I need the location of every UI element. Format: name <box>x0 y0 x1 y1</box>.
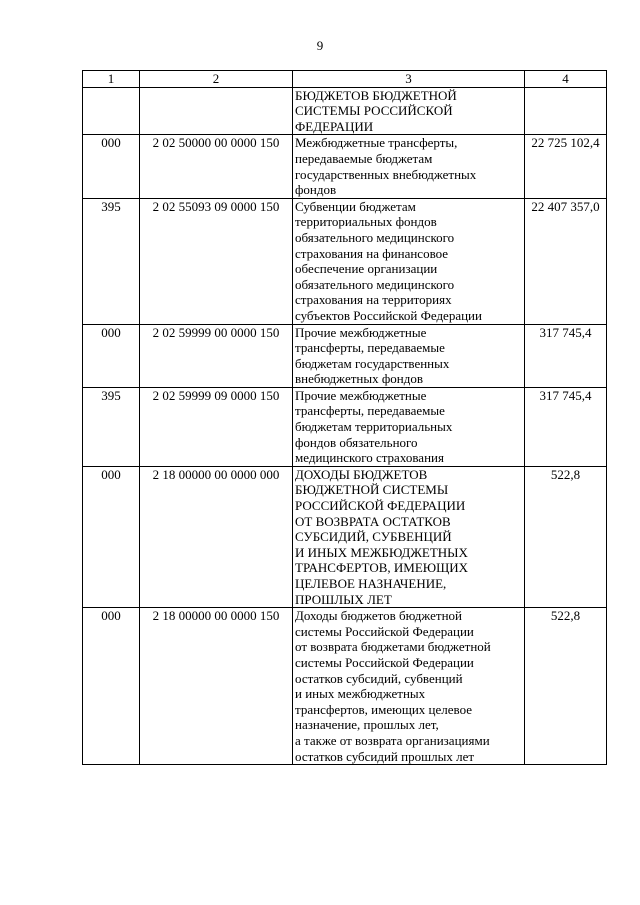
page-number: 9 <box>316 38 324 53</box>
revenue-name-text: ДОХОДЫ БЮДЖЕТОВ БЮДЖЕТНОЙ СИСТЕМЫ РОССИЙСКОЙ ФЕДЕРАЦИИ ОТ ВОЗВРАТА ОСТАТКОВ СУБСИДИЙ, СУБВЕНЦИЙ И ИНЫХ МЕЖБЮДЖЕТНЫХ ТРАНСФЕРТОВ, ИМЕЮЩИХ ЦЕЛЕВОЕ НАЗНАЧЕНИЕ, ПРОШЛЫХ ЛЕТ <box>295 466 469 607</box>
amount-cell <box>525 87 607 135</box>
table-row <box>83 387 607 466</box>
budget-classification-code-cell: 2 02 59999 09 0000 150 <box>140 387 293 466</box>
column-header-2: 2 <box>140 71 293 88</box>
amount-cell: 522,8 <box>525 466 607 607</box>
revenue-name-text: Доходы бюджетов бюджетной системы Российской Федерации от возврата бюджетами бюджетной системы Российской Федерации остатков субсидий, субвенций и иных межбюджетных трансфертов, имеющих целевое назначение, прошлых лет, а также от возврата организациями остатков субсидий прошлых лет <box>295 608 491 764</box>
table-row <box>83 87 607 135</box>
table-row <box>83 198 607 324</box>
column-header-3: 3 <box>293 71 525 88</box>
revenue-name-cell <box>293 87 525 135</box>
amount-cell: 22 407 357,0 <box>525 198 607 324</box>
table-row <box>83 608 607 765</box>
revenue-name-text: БЮДЖЕТОВ БЮДЖЕТНОЙ СИСТЕМЫ РОССИЙСКОЙ ФЕДЕРАЦИИ <box>295 87 457 134</box>
column-header-4: 4 <box>525 71 607 88</box>
revenue-name-cell <box>293 608 525 765</box>
admin-code-cell: 000 <box>83 466 140 607</box>
table-row <box>83 324 607 387</box>
admin-code-cell: 395 <box>83 387 140 466</box>
table-row <box>83 466 607 607</box>
amount-cell: 317 745,4 <box>525 324 607 387</box>
revenue-name-cell <box>293 135 525 198</box>
column-header-1: 1 <box>83 71 140 88</box>
table-row <box>83 135 607 198</box>
budget-classification-code-cell: 2 02 55093 09 0000 150 <box>140 198 293 324</box>
revenue-name-text: Прочие межбюджетные трансферты, передаваемые бюджетам государственных внебюджетных фондов <box>295 324 450 387</box>
revenue-name-cell <box>293 198 525 324</box>
admin-code-cell: 000 <box>83 324 140 387</box>
budget-classification-code-cell: 2 02 59999 00 0000 150 <box>140 324 293 387</box>
revenue-name-cell <box>293 387 525 466</box>
revenue-name-text: Субвенции бюджетам территориальных фондов обязательного медицинского страхования на финансовое обеспечение организации обязательного медицинского страхования на территориях субъектов Российской Федерации <box>295 198 482 323</box>
admin-code-cell: 395 <box>83 198 140 324</box>
table-header-row <box>83 71 607 88</box>
admin-code-cell: 000 <box>83 135 140 198</box>
budget-classification-code-cell: 2 02 50000 00 0000 150 <box>140 135 293 198</box>
revenue-name-text: Межбюджетные трансферты, передаваемые бюджетам государственных внебюджетных фондов <box>295 135 477 198</box>
budget-classification-code-cell: 2 18 00000 00 0000 000 <box>140 466 293 607</box>
budget-classification-code-cell <box>140 87 293 135</box>
budget-classification-code-cell: 2 18 00000 00 0000 150 <box>140 608 293 765</box>
revenue-table <box>82 70 607 765</box>
amount-cell: 22 725 102,4 <box>525 135 607 198</box>
admin-code-cell <box>83 87 140 135</box>
amount-cell: 317 745,4 <box>525 387 607 466</box>
admin-code-cell: 000 <box>83 608 140 765</box>
revenue-name-cell <box>293 324 525 387</box>
amount-cell: 522,8 <box>525 608 607 765</box>
revenue-name-text: Прочие межбюджетные трансферты, передаваемые бюджетам территориальных фондов обязательного медицинского страхования <box>295 387 453 466</box>
revenue-name-cell <box>293 466 525 607</box>
